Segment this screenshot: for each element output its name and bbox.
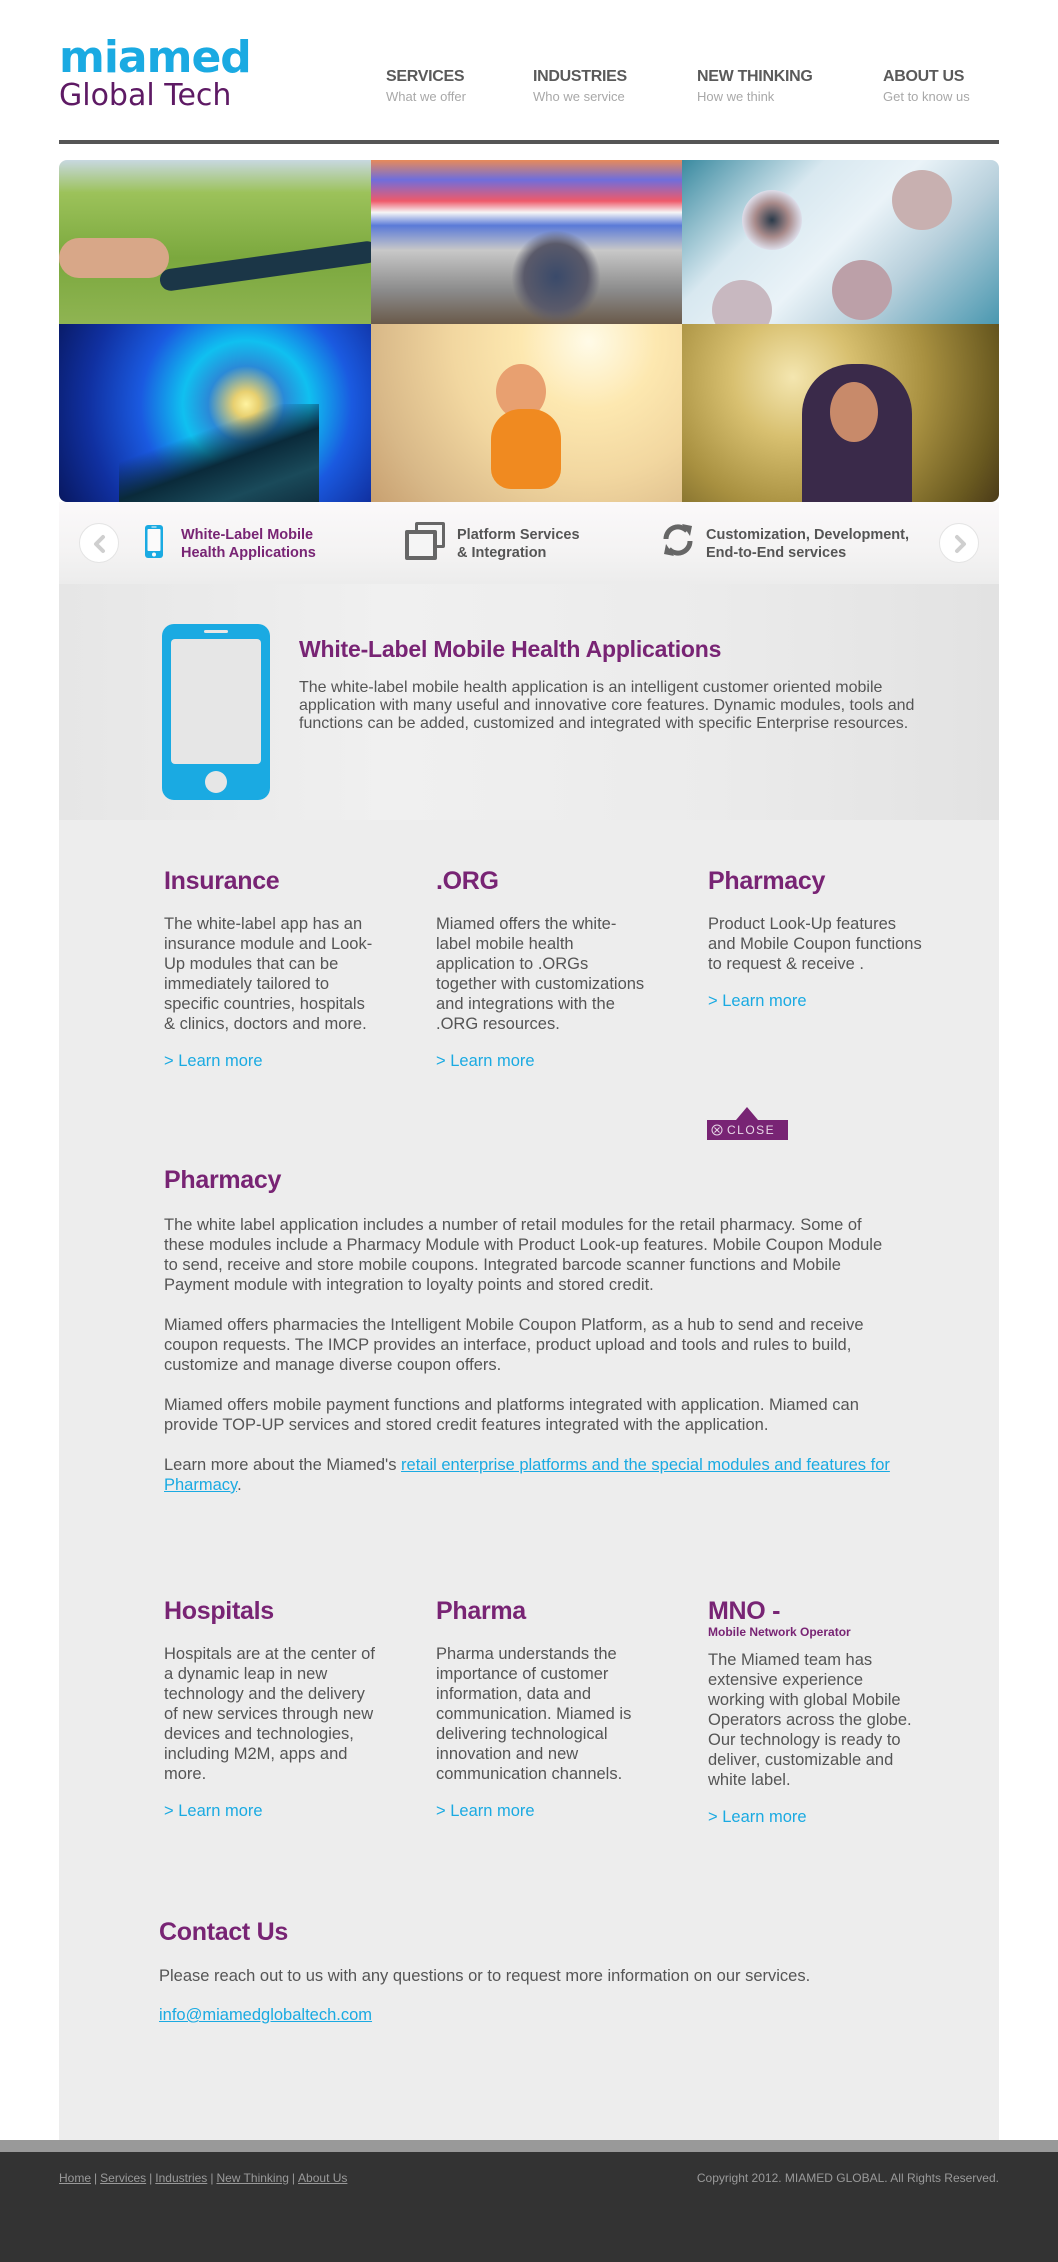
footer-link-industries[interactable]: Industries [155, 2171, 208, 2185]
tab-label-line1: Platform Services [457, 527, 580, 543]
industry-card-hospitals [164, 1596, 379, 1821]
industry-subtitle: Mobile Network Operator [708, 1625, 851, 1639]
header-divider [59, 140, 999, 144]
nav-about-us[interactable] [883, 68, 970, 104]
industry-card-insurance [164, 866, 379, 1071]
footer-links [59, 2171, 347, 2185]
footer-link-about-us[interactable]: About Us [298, 2171, 348, 2185]
close-label: CLOSE [727, 1123, 776, 1137]
footer-link-services[interactable]: Services [100, 2171, 147, 2185]
industry-card-mno [708, 1596, 923, 1827]
tab-label-line1: Customization, Development, [706, 527, 910, 543]
industry-title: Pharma [436, 1597, 526, 1625]
contact-email-link[interactable]: info@miamedglobaltech.com [159, 2006, 373, 2024]
pharmacy-detail-panel [164, 1166, 894, 1495]
feature-title: White-Label Mobile Health Applications [299, 636, 722, 662]
carousel-next-button[interactable] [939, 523, 979, 563]
chevron-right-icon [950, 534, 970, 554]
footer-separator: | [291, 2171, 296, 2185]
smartphone-icon [141, 524, 169, 560]
contact-description: Please reach out to us with any questions or to request more information on our services. [159, 1967, 811, 1985]
industry-description: Product Look-Up features and Mobile Coupon functions to request & receive . [708, 915, 922, 973]
refresh-icon [660, 522, 696, 558]
nav-title: NEW THINKING [697, 68, 813, 85]
main-nav [386, 68, 970, 104]
detail-title: Pharmacy [164, 1166, 282, 1194]
feature-banner [59, 584, 999, 820]
industry-title: Insurance [164, 867, 280, 895]
page [59, 0, 999, 2146]
nav-subtitle: Get to know us [883, 89, 970, 104]
learn-more-link[interactable]: > Learn more [708, 1808, 807, 1826]
chevron-left-icon [90, 534, 110, 554]
learn-more-prefix: Learn more about the Miamed's [164, 1456, 402, 1474]
detail-paragraph: Miamed offers mobile payment functions and platforms integrated with application. Miamed can provide TOP-UP services and stored credit features integrated with the application. [164, 1396, 859, 1434]
nav-title: ABOUT US [883, 68, 965, 85]
industry-title: Pharmacy [708, 867, 826, 895]
learn-more-link[interactable]: > Learn more [164, 1802, 263, 1820]
detail-paragraph: Miamed offers pharmacies the Intelligent Mobile Coupon Platform, as a hub to send and receive coupon requests. The IMCP provides an interface, product upload and tools and rules to build, customize and manage diverse coupon offers. [164, 1316, 864, 1374]
tab-white-label-mobile[interactable] [141, 518, 316, 562]
photo-motorbike-blur [371, 160, 682, 324]
logo[interactable] [59, 32, 251, 114]
industry-description: Hospitals are at the center of a dynamic leap in new technology and the delivery of new services through new devices and technologies, including M2M, apps and more. [164, 1645, 375, 1783]
detail-paragraph: The white label application includes a number of retail modules for the retail pharmacy. Some of these modules include a Pharmacy Module with Product Look-up features. Mobile Coupon Module to send, receive and store mobile coupons. Integrated barcode scanner functions and Mobile Payment module with integration to loyalty points and stored credit. [164, 1216, 883, 1294]
learn-more-link[interactable]: > Learn more [436, 1802, 535, 1820]
smartphone-large-icon [162, 624, 270, 800]
close-detail-button[interactable] [707, 1120, 788, 1140]
footer [0, 2152, 1058, 2262]
hero-photo-grid [59, 160, 999, 502]
industry-title: .ORG [436, 867, 499, 895]
tab-label-line2: End-to-End services [706, 545, 847, 561]
tab-label-line1: White-Label Mobile [181, 527, 314, 543]
logo-tagline: Global Tech [59, 78, 232, 113]
nav-services[interactable] [386, 68, 533, 104]
industry-card-pharmacy [708, 866, 923, 1011]
photo-woman-laughing [682, 324, 999, 502]
nav-new-thinking[interactable] [697, 68, 883, 104]
nav-title: INDUSTRIES [533, 68, 627, 85]
nav-subtitle: Who we service [533, 89, 625, 104]
industry-title-text: MNO - [708, 1597, 781, 1625]
windows-stack-icon [403, 520, 449, 562]
footer-top-bar [0, 2140, 1058, 2152]
footer-link-new-thinking[interactable]: New Thinking [216, 2171, 289, 2185]
photo-bicycle-field [59, 160, 371, 324]
carousel-prev-button[interactable] [79, 523, 119, 563]
header [59, 0, 999, 140]
contact-title: Contact Us [159, 1918, 288, 1946]
industry-description: Pharma understands the importance of customer information, data and communication. Miamed is delivering technological innovation and new communication channels. [436, 1645, 632, 1783]
nav-industries[interactable] [533, 68, 697, 104]
learn-more-link[interactable]: > Learn more [436, 1052, 535, 1070]
learn-more-link[interactable]: > Learn more [708, 992, 807, 1010]
footer-link-home[interactable]: Home [59, 2171, 92, 2185]
feature-description: The white-label mobile health application is an intelligent customer oriented mobile application with many useful and innovative core features. Dynamic modules, tools and functions can be added, customized and integrated with specific Enterprise resources. [299, 679, 915, 732]
close-circle-icon [711, 1124, 723, 1136]
industry-card-org [436, 866, 651, 1071]
industries-section [59, 820, 999, 2146]
tab-label-line2: Health Applications [181, 545, 316, 561]
photo-light-tunnel [59, 324, 371, 502]
contact-section [159, 1918, 919, 2025]
nav-subtitle: How we think [697, 89, 775, 104]
industry-card-pharma [436, 1596, 651, 1821]
photo-child-swinging [371, 324, 682, 502]
logo-wordmark: miamed [59, 32, 251, 83]
industry-description: The Miamed team has extensive experience working with global Mobile Operators across the globe. Our technology is ready to deliver, customizable and white label. [708, 1651, 912, 1789]
tab-customization[interactable] [660, 518, 909, 562]
industry-description: Miamed offers the white-label mobile health application to .ORGs together with customizations and integrations with the .ORG resources. [436, 915, 645, 1033]
tab-platform-services[interactable] [403, 518, 580, 562]
industry-description: The white-label app has an insurance module and Look-Up modules that can be immediately tailored to specific countries, hospitals & clinics, doctors and more. [164, 915, 373, 1033]
nav-subtitle: What we offer [386, 89, 466, 104]
footer-separator: | [149, 2171, 153, 2185]
service-carousel [59, 502, 999, 584]
footer-separator: | [210, 2171, 214, 2185]
nav-title: SERVICES [386, 68, 465, 85]
footer-separator: | [94, 2171, 98, 2185]
tab-label-line2: & Integration [457, 545, 547, 561]
learn-more-link[interactable]: > Learn more [164, 1052, 263, 1070]
detail-paragraph-learn-more [164, 1455, 894, 1495]
learn-more-suffix: . [237, 1476, 242, 1494]
retail-platforms-link[interactable]: retail enterprise platforms and the special modules and features for Pharmacy [164, 1456, 890, 1494]
copyright-text: Copyright 2012. MIAMED GLOBAL. All Rights Reserved. [696, 2171, 999, 2185]
photo-surgical-lights [682, 160, 999, 324]
industry-title [708, 1596, 923, 1638]
industry-title: Hospitals [164, 1597, 274, 1625]
